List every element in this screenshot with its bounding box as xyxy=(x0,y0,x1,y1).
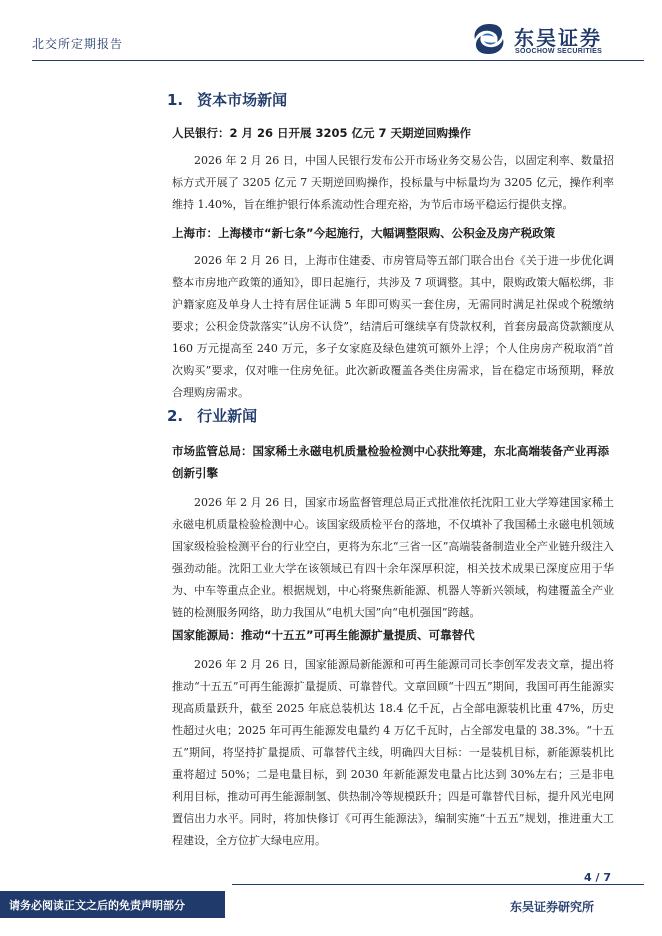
section-heading-capital-market xyxy=(167,89,287,110)
footer-divider xyxy=(232,884,644,885)
page-number: 4 / 7 xyxy=(584,871,611,884)
news-title-samr: 市场监管总局：国家稀土永磁电机质量检验检测中心获批筹建，东北高端装备产业再添创新引擎 xyxy=(172,444,609,480)
logo-chinese-name: 东吴证券 xyxy=(514,26,602,50)
news-body-shanghai: 2026 年 2 月 26 日，上海市住建委、市房管局等五部门联合出台《关于进一步优化调整本市房地产政策的通知》，即日起施行，共涉及 7 项调整。其中，限购政策大幅松绑，非沪籍家庭及单身人士持有居住证满 5 年即可购买一套住房，无需同时满足社保或个税缴纳要求；公积金贷款落实“认房不认贷”，结清后可继续享有贷款权利，首套房最高贷款额度从 160 万元提高至 240 万元，多子女家庭及绿色建筑可额外上浮；个人住房房产税取消“首次购买”要求，仅对唯一住房免征。此次新政覆盖各类住房需求，旨在稳定市场预期，释放合理购房需求。 xyxy=(172,254,614,399)
research-institute-name: 东吴证券研究所 xyxy=(510,900,595,914)
news-body-samr: 2026 年 2 月 26 日，国家市场监督管理总局正式批准依托沈阳工业大学筹建国家稀土永磁电机质量检验检测中心。该国家级质检平台的落地，不仅填补了我国稀土永磁电机领域国家级检验检测平台的行业空白，更将为东北“三省一区”高端装备制造业全产业链升级注入强劲动能。沈阳工业大学在该领域已有四十余年深厚积淀，相关技术成果已深度应用于华为、中车等重点企业。根据规划，中心将聚焦新能源、机器人等新兴领域，构建覆盖全产业链的检测服务网络，助力我国从“电机大国”向“电机强国”跨越。 xyxy=(172,496,614,619)
news-body-pboc: 2026 年 2 月 26 日，中国人民银行发布公开市场业务交易公告，以固定利率、数量招标方式开展了 3205 亿元 7 天期逆回购操作，投标量与中标量均为 3205 亿元，操作利率维持 1.40%，旨在维护银行体系流动性合理充裕，为节后市场平稳运行提供支撑。 xyxy=(172,154,614,211)
section-number: 1. xyxy=(167,91,184,109)
news-body-nea: 2026 年 2 月 26 日，国家能源局新能源和可再生能源司司长李创军发表文章，提出将推动“十五五”可再生能源扩量提质、可靠替代。文章回顾“十四五”期间，我国可再生能源实现高质量跃升，截至 2025 年底总装机达 18.4 亿千瓦，占全部电源装机比重 47%，历史性超过火电；2025 年可再生能源发电量约 4 万亿千瓦时，占全部发电量的 38.3%。“十五五”期间，将坚持扩量提质、可靠替代主线，明确四大目标：一是装机目标，新能源装机比重将超过 50%；二是电量目标，到 2030 年新能源发电量占比达到 30%左右；三是非电利用目标，推动可再生能源制氢、供热制冷等规模跃升；四是可靠替代目标，提升风光电网置信出力水平。同时，将加快修订《可再生能源法》，编制实施“十五五”规划，推进重大工程建设，全方位扩大绿电应用。 xyxy=(172,658,614,847)
company-logo xyxy=(470,20,645,60)
page-header xyxy=(0,0,662,60)
disclaimer-text: 请务必阅读正文之后的免责声明部分 xyxy=(9,899,185,912)
section-heading-industry xyxy=(167,405,257,426)
soochow-logo-icon xyxy=(470,22,508,56)
section-title: 资本市场新闻 xyxy=(197,91,288,109)
news-title-pboc: 人民银行：2 月 26 日开展 3205 亿元 7 天期逆回购操作 xyxy=(172,126,472,140)
header-divider xyxy=(32,60,644,61)
logo-english-name: SOOCHOW SECURITIES xyxy=(515,48,603,55)
section-title: 行业新闻 xyxy=(197,407,258,425)
report-type-title: 北交所定期报告 xyxy=(32,37,124,51)
news-title-shanghai: 上海市：上海楼市“新七条”今起施行，大幅调整限购、公积金及房产税政策 xyxy=(172,226,556,240)
disclaimer-band xyxy=(0,891,225,918)
news-title-nea: 国家能源局：推动“十五五”可再生能源扩量提质、可靠替代 xyxy=(172,628,475,642)
section-number: 2. xyxy=(167,407,184,425)
